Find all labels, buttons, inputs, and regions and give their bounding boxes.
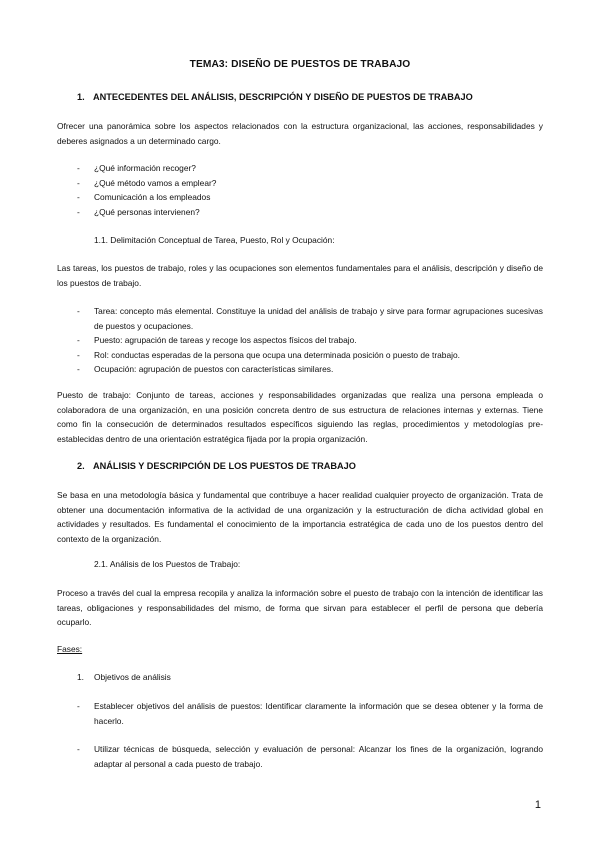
list-item: - ¿Qué personas intervienen? [77,206,200,217]
fase-1-title: Objetivos de análisis [94,672,171,682]
subsection-2-1-heading: 2.1. Análisis de los Puestos de Trabajo: [94,559,241,569]
fase-1-items [77,699,543,771]
section-2-intro: Se basa en una metodología básica y fundamental que contribuye a hacer realidad cualquier proyecto de organización. Trata de obtener una documentación informativa de la actividad de una organización y la estructuración de dicha actividad global en actividades y resultados. Es fundamental el conocimiento de la importancia estratégica de cada uno de los puestos dentro del contexto de la organización. [57,490,543,544]
fases-label: Fases: [57,644,83,654]
list-item: - Comunicación a los empleados [77,192,211,203]
subsection-1-1-intro: Las tareas, los puestos de trabajo, roles y las ocupaciones son elementos fundamentales para el análisis, descripción y diseño de los puestos de trabajo. [57,263,543,288]
subsection-2-1-intro: Proceso a través del cual la empresa recopila y analiza la información sobre el puesto de trabajo con la intención de identificar las tareas, obligaciones y responsabilidades del mismo, de forma que sirvan para establecer el perfil de persona que debería ocuparlo. [57,588,543,628]
questions-list [77,161,543,219]
section-2-number: 2. [77,461,85,471]
list-item: - Establecer objetivos del análisis de puestos: Identificar claramente la información que se desea obtener y la forma de hacerlo. [77,701,543,726]
page-title: TEMA3: DISEÑO DE PUESTOS DE TRABAJO [189,59,411,70]
fase-1-number: 1. [77,672,84,682]
section-1-intro: Ofrecer una panorámica sobre los aspectos relacionados con la estructura organizacional, las acciones, responsabilidades y deberes asignados a un determinado cargo. [57,121,543,146]
fase-1 [77,670,543,685]
list-item: - Utilizar técnicas de búsqueda, selección y evaluación de personal: Alcanzar los fines de la organización, logrando adaptar al personal a cada puesto de trabajo. [77,744,543,769]
puesto-definition: Puesto de trabajo: Conjunto de tareas, acciones y responsabilidades organizadas que realiza una persona empleada o colaboradora de una organización, en una posición concreta dentro de sus estructura de relaciones internas y externas. Tiene como fin la consecución de determinados resultados específicos siguiendo las reglas, procedimientos y metodologías pre-establecidas dentro de una orientación estratégica fijada por la propia organización. [57,390,543,444]
section-2-title: ANÁLISIS Y DESCRIPCIÓN DE LOS PUESTOS DE TRABAJO [93,461,356,471]
section-1-heading [77,90,547,105]
section-1-number: 1. [77,92,85,102]
list-item: - ¿Qué método vamos a emplear? [77,177,217,188]
page-number: 1 [534,799,541,811]
subsection-1-1-heading: 1.1. Delimitación Conceptual de Tarea, Puesto, Rol y Ocupación: [94,235,335,245]
list-item: - Puesto: agrupación de tareas y recoge los aspectos físicos del trabajo. [77,335,357,346]
list-item: - ¿Qué información recoger? [77,163,196,173]
list-item: - Tarea: concepto más elemental. Constituye la unidad del análisis de trabajo y sirve para formar agrupaciones sucesivas de puestos y ocupaciones. [77,306,543,331]
list-item: - Ocupación: agrupación de puestos con características similares. [77,364,334,375]
definitions-list [77,304,543,377]
section-1-title: ANTECEDENTES DEL ANÁLISIS, DESCRIPCIÓN Y DISEÑO DE PUESTOS DE TRABAJO [93,92,473,102]
section-2-heading [77,459,547,474]
list-item: - Rol: conductas esperadas de la persona que ocupa una determinada posición o puesto de trabajo. [77,349,460,360]
